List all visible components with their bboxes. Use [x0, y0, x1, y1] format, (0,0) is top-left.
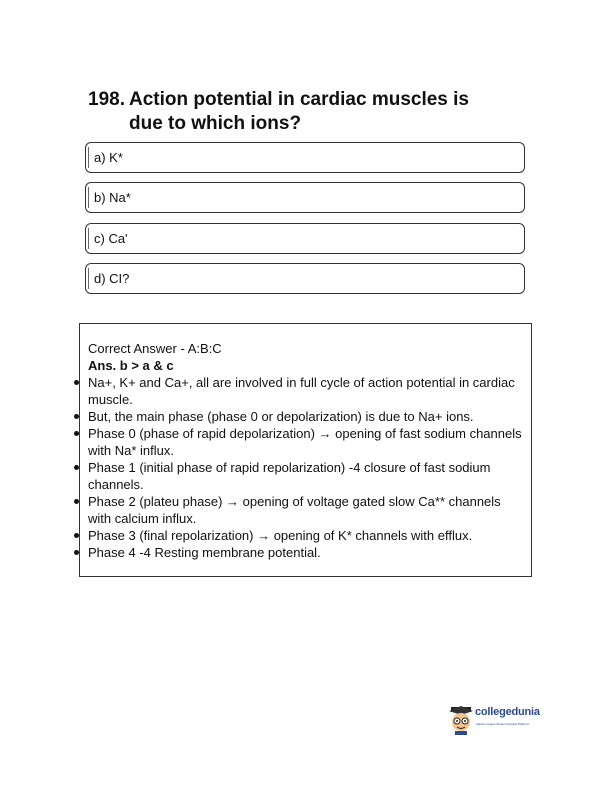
- bullet-icon: [74, 431, 79, 436]
- option-a[interactable]: a) K*: [85, 142, 525, 173]
- list-item: Na+, K+ and Ca+, all are involved in full cycle of action potential in cardiac muscle.: [88, 374, 523, 408]
- collegedunia-logo[interactable]: [449, 703, 549, 739]
- question-number: 198.: [88, 89, 125, 110]
- question-text-line1: Action potential in cardiac muscles is: [129, 89, 469, 110]
- list-item: Phase 1 (initial phase of rapid repolarization) -4 closure of fast sodium channels.: [88, 459, 523, 493]
- correct-answer: Correct Answer - A:B:C: [88, 341, 222, 356]
- list-item: Phase 4 -4 Resting membrane potential.: [88, 544, 523, 561]
- option-d[interactable]: d) CI?: [85, 263, 525, 294]
- logo-brand: collegedunia: [475, 706, 540, 718]
- mascot-icon: [449, 705, 473, 735]
- bullet-icon: [74, 550, 79, 555]
- option-b[interactable]: b) Na*: [85, 182, 525, 213]
- ans-line: Ans. b > a & c: [88, 358, 174, 373]
- bullet-icon: [74, 414, 79, 419]
- option-c[interactable]: c) Ca': [85, 223, 525, 254]
- list-item: Phase 3 (final repolarization) → opening of K* channels with efflux.: [88, 527, 523, 544]
- list-item: Phase 2 (plateu phase) → opening of voltage gated slow Ca** channels with calcium influx.: [88, 493, 523, 527]
- explanation-list: [88, 374, 523, 561]
- list-item: Phase 0 (phase of rapid depolarization) → opening of fast sodium channels with Na* influx.: [88, 425, 523, 459]
- bullet-icon: [74, 465, 79, 470]
- question-text-line2: due to which ions?: [129, 113, 302, 134]
- bullet-icon: [74, 499, 79, 504]
- list-item: But, the main phase (phase 0 or depolarization) is due to Na+ ions.: [88, 408, 523, 425]
- bullet-icon: [74, 533, 79, 538]
- logo-tagline: India's Largest Student Review Platform: [476, 722, 530, 726]
- bullet-icon: [74, 380, 79, 385]
- answer-box: [79, 323, 532, 577]
